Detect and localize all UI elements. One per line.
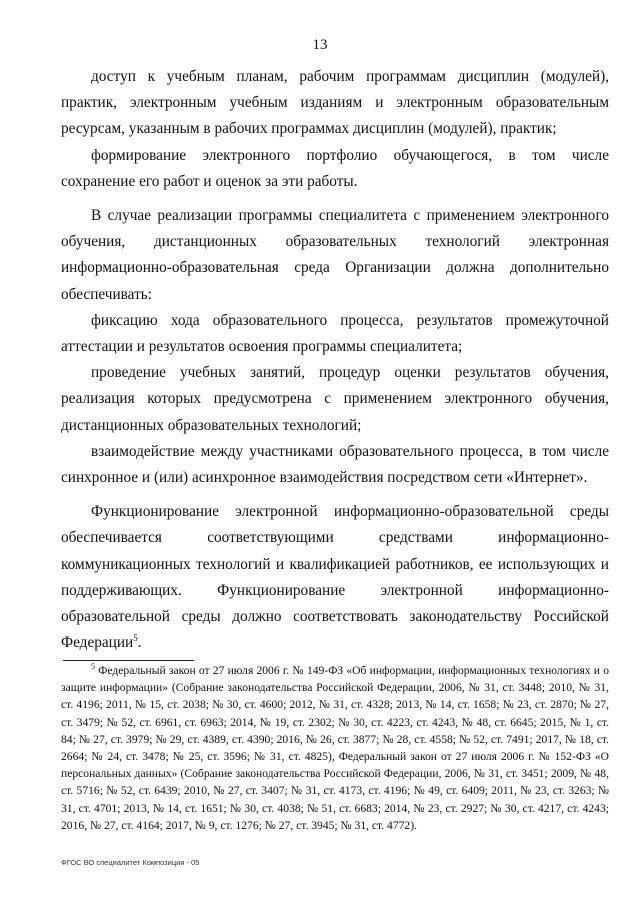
paragraph-functioning-text: Функционирование электронной информационно-образовательной среды обеспечивается соответствующими средствами информационно-коммуникационных технологий и квалификацией работников, ее использующих и поддерживающих. Функционирование электронной информационно-образовательной среды должно соответствовать законодательству Российской Федерации [61,503,609,652]
footnote-reference: 5 [133,633,138,644]
paragraph-access: доступ к учебным планам, рабочим программам дисциплин (модулей), практик, электронным учебным изданиям и электронным образовательным ресурсам, указанным в рабочих программах дисциплин (модулей), практик; [61,68,609,138]
paragraph-classes: проведение учебных занятий, процедур оценки результатов обучения, реализация которых предусмотрена с применением электронного обучения, дистанционных образовательных технологий; [61,364,609,434]
paragraph-portfolio: формирование электронного портфолио обучающегося, в том числе сохранение его работ и оценок за эти работы. [61,146,609,190]
paragraph-distance-learning: В случае реализации программы специалитета с применением электронного обучения, дистанционных образовательных технологий электронная информационно-образовательная среда Организации должна дополнительно обеспечивать: [61,207,609,303]
page-number: 13 [312,37,328,53]
footnote [61,662,609,834]
paragraph-interaction: взаимодействие между участниками образовательного процесса, в том числе синхронное и (или) асинхронное взаимодействия посредством сети «Интернет». [61,442,609,487]
footnote-number: 5 [91,662,95,672]
footnote-separator [63,660,194,661]
paragraph-fixation: фиксацию хода образовательного процесса, результатов промежуточной аттестации и результатов освоения программы специалитета; [61,311,609,356]
page-footer: ФГОС ВО специалитет Композиция - 05 [61,858,200,867]
footnote-text: Федеральный закон от 27 июля 2006 г. № 149-ФЗ «Об информации, информационных технологиях и о защите информации» (Собрание законодательства Российской Федерации, 2006, № 31, ст. 3448; 2010, № 31, ст. 4196; 2011, № 15, ст. 2038; № 30, ст. 4600; 2012, № 31, ст. 4328; 2013, № 14, ст. 1658; № 23, ст. 2870; № 27, ст. 3479; № 52, ст. 6961, ст. 6963; 2014, № 19, ст. 2302; № 30, ст. 4223, ст. 4243, № 48, ст. 6645; 2015, № 1, ст. 84; № 27, ст. 3979; № 29, ст. 4389, ст. 4390; 2016, № 26, ст. 3877; № 28, ст. 4558; № 52, ст. 7491; 2017, № 18, ст. 2664; № 24, ст. 3478; № 25, ст. 3596; № 31, ст. 4825), Федеральный закон от 27 июля 2006 г. № 152-ФЗ «О персональных данных» (Собрание законодательства Российской Федерации, 2006, № 31, ст. 3451; 2009, № 48, ст. 5716; № 52, ст. 6439; 2010, № 27, ст. 3407; № 31, ст. 4173, ст. 4196; № 49, ст. 6409; 2011, № 23, ст. 3263; № 31, ст. 4701; 2013, № 14, ст. 1651; № 30, ст. 4038; № 51, ст. 6683; 2014, № 23, ст. 2927; № 30, ст. 4217, ст. 4243; 2016, № 27, ст. 4164; 2017, № 9, ст. 1276; № 27, ст. 3945; № 31, ст. 4772). [61,664,609,832]
paragraph-functioning: Функционирование электронной информационно-образовательной среды обеспечивается соответствующими средствами информационно-коммуникационных технологий и квалификацией работников, ее использующих и поддерживающих. Функционирование электронной информационно-образовательной среды должно соответствовать законодательству Российской Федерации$^5$. [61,503,609,652]
body-text [61,64,609,656]
